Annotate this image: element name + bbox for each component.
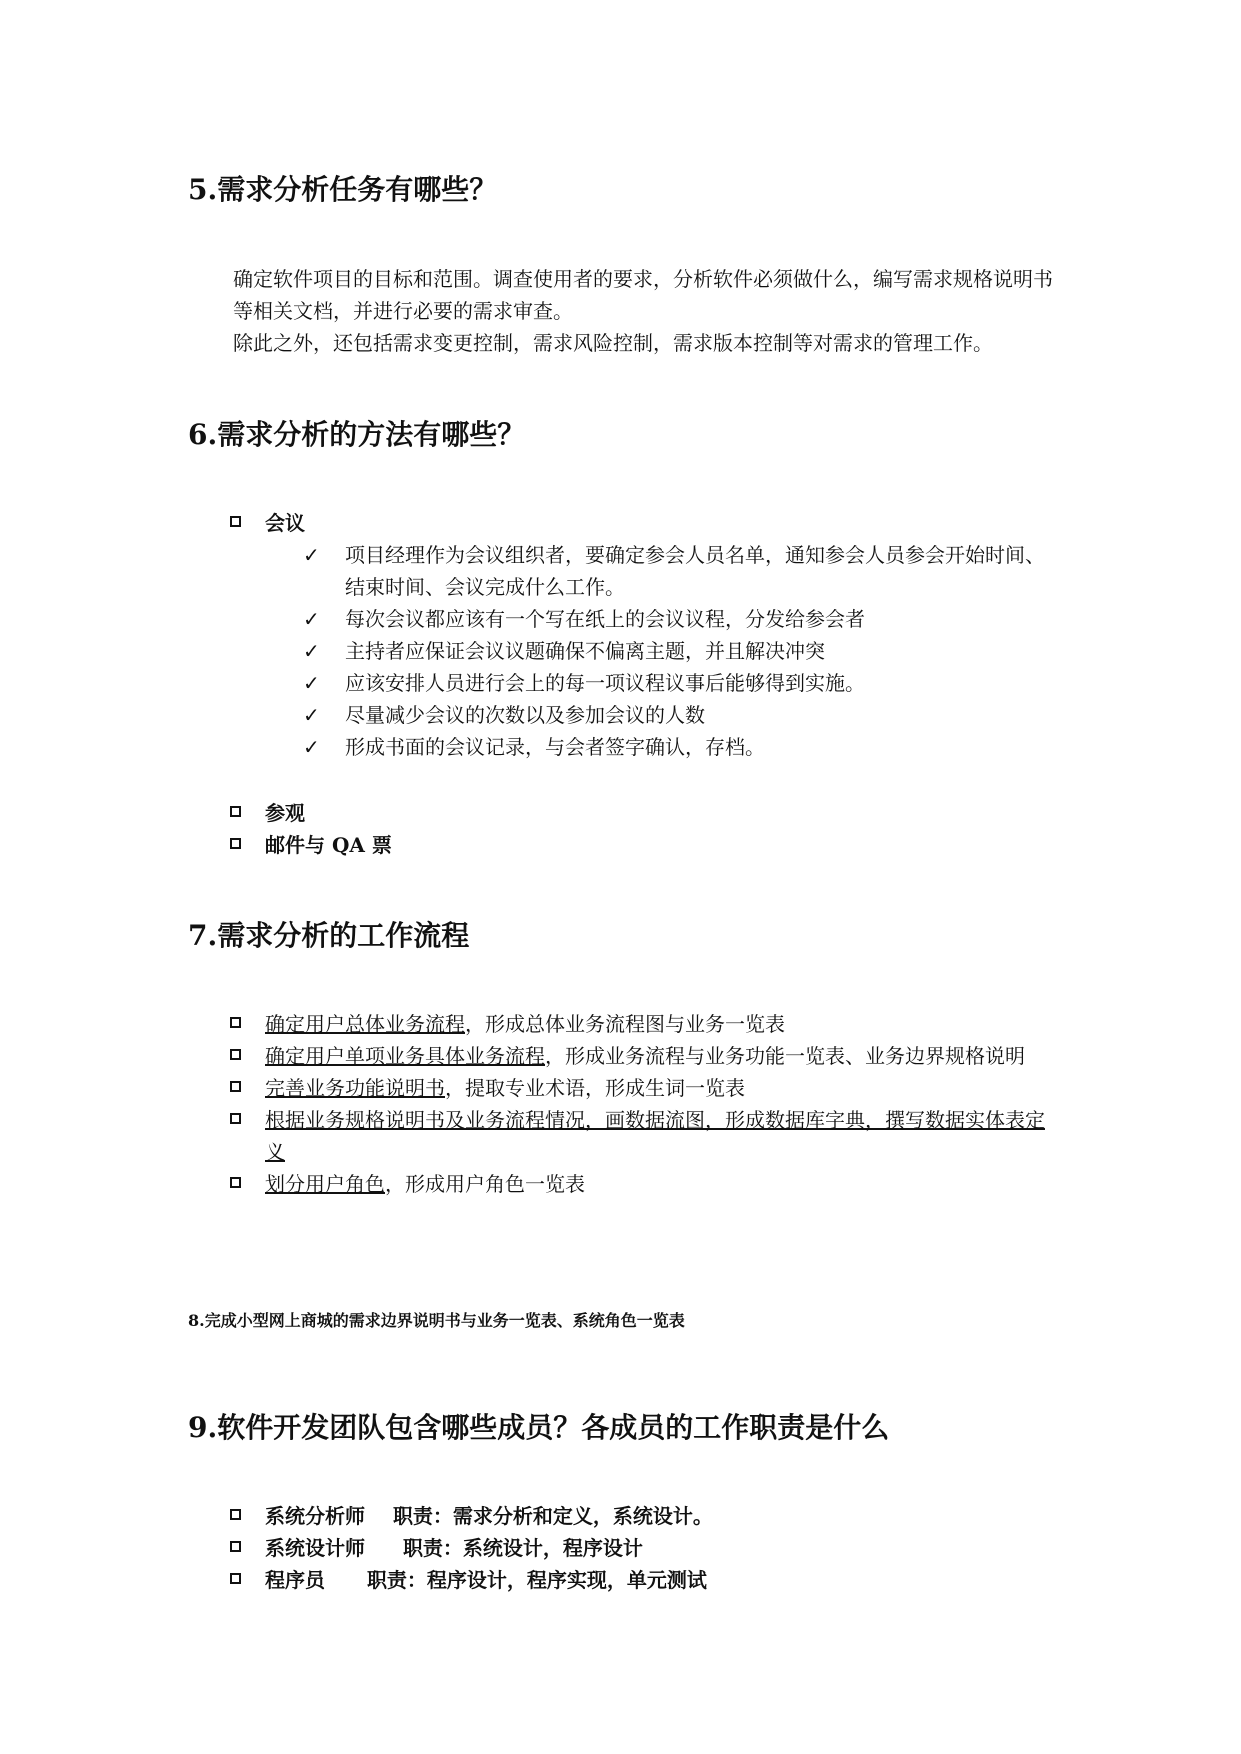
workflow-item-rest: ，形成业务流程与业务功能一览表、业务边界规格说明 [545, 1044, 1025, 1068]
check-text: 形成书面的会议记录，与会者签字确认，存档。 [345, 735, 765, 759]
member-role: 程序员 [265, 1568, 325, 1592]
team-member-item [0, 1500, 1063, 1532]
checkmark-icon: ✓ [303, 543, 320, 567]
meeting-check-item [0, 603, 1063, 635]
workflow-item-rest: ，形成用户角色一览表 [385, 1172, 585, 1196]
section-7-heading: 7.需求分析的工作流程 [188, 919, 470, 952]
checkbox-bullet-icon [230, 1509, 241, 1520]
section-5-paragraph: 除此之外，还包括需求变更控制，需求风险控制，需求版本控制等对需求的管理工作。 [233, 331, 993, 355]
check-text: 每次会议都应该有一个写在纸上的会议议程，分发给参会者 [345, 607, 865, 631]
checkmark-icon: ✓ [303, 703, 320, 727]
member-role: 系统分析师 [265, 1504, 365, 1528]
section-6-heading: 6.需求分析的方法有哪些？ [188, 418, 526, 451]
workflow-item-underlined: 确定用户单项业务具体业务流程 [265, 1044, 545, 1068]
checkbox-bullet-icon [230, 1017, 241, 1028]
team-member-item [0, 1564, 1063, 1596]
method-item-mail [0, 829, 1063, 861]
section-6-method-list-continued [0, 797, 1063, 861]
section-5-paragraph: 确定软件项目的目标和范围。调查使用者的要求，分析软件必须做什么，编写需求规格说明书等相关文档，并进行必要的需求审查。 [233, 267, 1053, 323]
workflow-item [0, 1008, 1063, 1040]
meeting-check-item [0, 667, 1063, 699]
meeting-check-item [0, 635, 1063, 667]
section-5-heading: 5.需求分析任务有哪些？ [188, 173, 498, 206]
checkbox-bullet-icon [230, 1177, 241, 1188]
workflow-item-underlined: 划分用户角色 [265, 1172, 385, 1196]
check-text: 应该安排人员进行会上的每一项议程议事后能够得到实施。 [345, 671, 865, 695]
method-label: 邮件与 QA 票 [265, 833, 392, 857]
workflow-item-rest: ，提取专业术语，形成生词一览表 [445, 1076, 745, 1100]
member-duty: 职责：系统设计，程序设计 [402, 1536, 643, 1560]
team-member-item [0, 1532, 1063, 1564]
workflow-item [0, 1040, 1063, 1072]
method-label: 会议 [265, 511, 305, 535]
team-member-list [0, 1500, 1063, 1596]
workflow-item-underlined: 完善业务功能说明书 [265, 1076, 445, 1100]
checkmark-icon: ✓ [303, 639, 320, 663]
meeting-check-item [0, 699, 1063, 731]
check-text: 主持者应保证会议议题确保不偏离主题，并且解决冲突 [345, 639, 825, 663]
checkmark-icon: ✓ [303, 735, 320, 759]
method-item-visit [0, 797, 1063, 829]
meeting-check-item [0, 539, 1063, 603]
section-8-heading: 8.完成小型网上商城的需求边界说明书与业务一览表、系统角色一览表 [188, 1311, 685, 1330]
workflow-list [0, 1008, 1063, 1200]
checkbox-bullet-icon [230, 516, 241, 527]
checkmark-icon: ✓ [303, 671, 320, 695]
checkbox-bullet-icon [230, 1541, 241, 1552]
checkbox-bullet-icon [230, 1113, 241, 1124]
meeting-check-item [0, 731, 1063, 763]
member-role: 系统设计师 [265, 1536, 365, 1560]
method-item-meeting [0, 507, 1063, 539]
checkbox-bullet-icon [230, 838, 241, 849]
meeting-check-list [0, 539, 1063, 763]
checkbox-bullet-icon [230, 1573, 241, 1584]
section-6-method-list [0, 507, 1063, 539]
section-5-body [233, 263, 1063, 359]
check-text: 尽量减少会议的次数以及参加会议的人数 [345, 703, 705, 727]
checkbox-bullet-icon [230, 1081, 241, 1092]
workflow-item [0, 1168, 1063, 1200]
workflow-item-rest: ，形成总体业务流程图与业务一览表 [465, 1012, 785, 1036]
checkbox-bullet-icon [230, 806, 241, 817]
section-9-heading: 9.软件开发团队包含哪些成员？各成员的工作职责是什么 [188, 1411, 890, 1444]
workflow-item-underlined: 根据业务规格说明书及业务流程情况，画数据流图，形成数据库字典，撰写数据实体表定义 [265, 1108, 1045, 1164]
member-duty: 职责：需求分析和定义，系统设计。 [392, 1504, 713, 1528]
member-duty: 职责：程序设计，程序实现，单元测试 [366, 1568, 707, 1592]
workflow-item [0, 1104, 1063, 1168]
check-text: 项目经理作为会议组织者，要确定参会人员名单，通知参会人员参会开始时间、结束时间、会议完成什么工作。 [345, 543, 1045, 599]
checkbox-bullet-icon [230, 1049, 241, 1060]
workflow-item [0, 1072, 1063, 1104]
checkmark-icon: ✓ [303, 607, 320, 631]
method-label: 参观 [265, 801, 305, 825]
workflow-item-underlined: 确定用户总体业务流程 [265, 1012, 465, 1036]
